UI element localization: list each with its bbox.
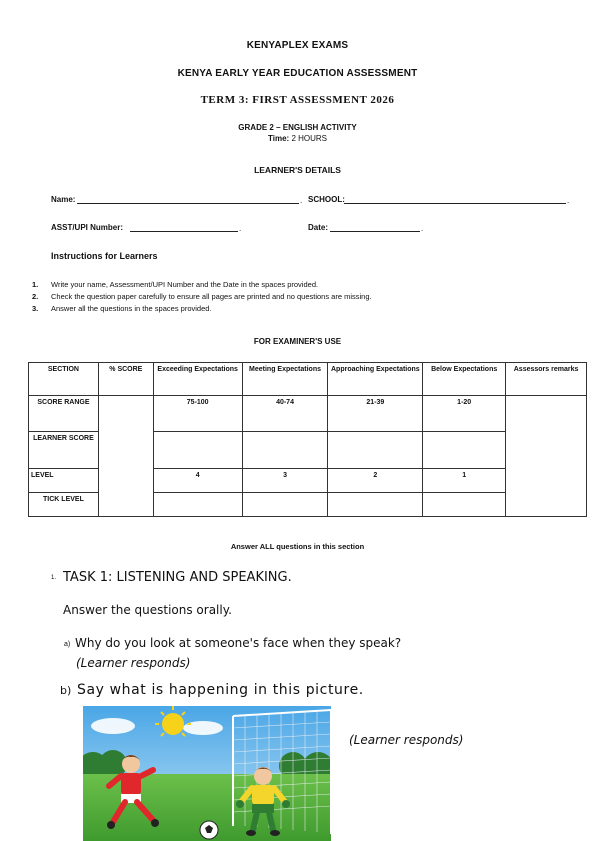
tick-cell[interactable] [153, 493, 242, 517]
tick-cell[interactable] [328, 493, 423, 517]
table-cell: 1 [423, 469, 506, 493]
col-header: Meeting Expectations [242, 363, 328, 396]
task-number: 1. [51, 575, 57, 581]
school-label: SCHOOL: [308, 195, 345, 204]
date-field[interactable] [330, 231, 420, 232]
table-cell[interactable] [423, 432, 506, 469]
col-header: Approaching Expectations [328, 363, 423, 396]
table-cell: 1-20 [423, 396, 506, 432]
examiner-heading: FOR EXAMINER'S USE [253, 337, 342, 346]
tick-cell[interactable] [242, 493, 328, 517]
time-line [0, 134, 595, 143]
time-value: 2 HOURS [291, 134, 327, 143]
instruction-item: 3. Answer all the questions in the spaces provided. [32, 304, 212, 313]
percent-score-cell[interactable] [98, 396, 153, 517]
assessment-title: KENYA EARLY YEAR EDUCATION ASSESSMENT [177, 68, 418, 79]
time-label: Time: [268, 134, 290, 143]
tick-cell[interactable] [423, 493, 506, 517]
date-field-end: . [421, 224, 424, 233]
row-label: SCORE RANGE [29, 396, 99, 432]
task-instruction: Answer the questions orally. [63, 603, 232, 617]
table-cell: 2 [328, 469, 423, 493]
task-title: TASK 1: LISTENING AND SPEAKING. [63, 570, 292, 585]
row-label: LEVEL [29, 469, 99, 493]
question-b-label: b) [60, 684, 72, 697]
name-field-end: . [300, 196, 303, 205]
school-field[interactable] [344, 203, 566, 204]
table-cell: 3 [242, 469, 328, 493]
row-label: TICK LEVEL [29, 493, 99, 517]
question-b-response: (Learner responds) [349, 733, 464, 747]
question-a-text: Why do you look at someone's face when they speak? [75, 636, 402, 650]
row-label: LEARNER SCORE [29, 432, 99, 469]
table-cell[interactable] [242, 432, 328, 469]
col-header: Exceeding Expectations [153, 363, 242, 396]
instructions-title: Instructions for Learners [51, 251, 158, 261]
col-header: Below Expectations [423, 363, 506, 396]
table-cell: 21-39 [328, 396, 423, 432]
col-header: Assessors remarks [506, 363, 587, 396]
col-header: % SCORE [98, 363, 153, 396]
table-cell: 75-100 [153, 396, 242, 432]
term-title: TERM 3: FIRST ASSESSMENT 2026 [200, 94, 395, 106]
question-a-label: a) [64, 641, 71, 648]
school-field-end: . [567, 196, 570, 205]
instruction-item: 1. Write your name, Assessment/UPI Number and the Date in the spaces provided. [32, 280, 319, 289]
table-row [29, 396, 587, 432]
table-cell: 4 [153, 469, 242, 493]
instructions-list [32, 279, 372, 315]
org-title: KENYAPLEX EXAMS [246, 40, 349, 51]
question-a-response: (Learner responds) [76, 656, 191, 670]
table-cell: 40-74 [242, 396, 328, 432]
table-cell[interactable] [328, 432, 423, 469]
name-field[interactable] [77, 203, 299, 204]
football-icon [200, 821, 218, 839]
section-note: Answer ALL questions in this section [230, 542, 365, 551]
date-label: Date: [308, 223, 329, 232]
table-header-row [29, 363, 587, 396]
table-cell[interactable] [153, 432, 242, 469]
football-illustration [83, 706, 331, 841]
remarks-cell[interactable] [506, 396, 587, 517]
question-b-text: Say what is happening in this picture. [77, 682, 364, 698]
football-picture [83, 706, 331, 841]
col-header: SECTION [29, 363, 99, 396]
upi-field-end: . [239, 224, 242, 233]
instruction-item: 2. Check the question paper carefully to ensure all pages are printed and no questions are missing. [32, 292, 372, 301]
examiner-table [28, 362, 587, 517]
upi-field[interactable] [130, 231, 238, 232]
subject-title: GRADE 2 – ENGLISH ACTIVITY [238, 123, 357, 132]
name-label: Name: [51, 195, 76, 204]
learner-details-heading: LEARNER'S DETAILS [254, 165, 341, 175]
upi-label: ASST/UPI Number: [51, 223, 124, 232]
